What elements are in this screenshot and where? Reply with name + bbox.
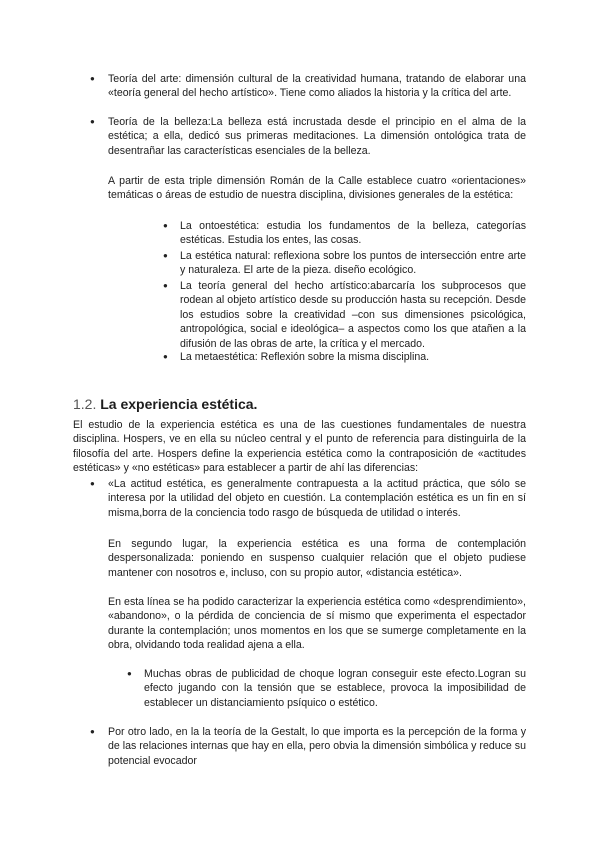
section-bullet-aesthetic-attitude: «La actitud estética, es generalmente contrapuesta a la actitud práctica, que sólo se interesa por la utilidad del objeto en cuestión. La contemplación estética es un fin en sí misma,borra de la conciencia todo rasgo de búsqueda de utilidad o interés. xyxy=(108,478,526,519)
list2-item-ontoestetica: La ontoestética: estudia los fundamentos de la belleza, categorías estéticas. Estudia los entes, las cosas. xyxy=(180,220,526,247)
bullet-icon: ● xyxy=(90,727,95,736)
bullet-icon: ● xyxy=(163,352,168,361)
list2-item-estetica-natural: La estética natural: reflexiona sobre los puntos de intersección entre arte y naturaleza. El arte de la pieza. diseño ecológico. xyxy=(180,250,526,277)
sub-bullet-shock-advertising: Muchas obras de publicidad de choque logran conseguir este efecto.Logran su efecto jugando con la tensión que se establece, provoca la imposibilidad de establecer un distanciamiento psíquico o estético. xyxy=(144,668,526,709)
bullet-icon: ● xyxy=(163,221,168,230)
bullet-icon: ● xyxy=(163,251,168,260)
bullet-icon: ● xyxy=(90,117,95,126)
list1-item-beauty-theory: Teoría de la belleza:La belleza está incrustada desde el principio en el alma de la estética; a ella, dedicó sus primeras meditaciones. La dimensión ontológica trata de desentrañar las características esenciales de la belleza. xyxy=(108,116,526,157)
section-paragraph: El estudio de la experiencia estética es una de las cuestiones fundamentales de nuestra disciplina. Hospers, ve en ella su núcleo central y el punto de referencia para distinguirla de la filosofía del arte. Hospers define la experiencia estética como la contraposición de «actitudes estéticas» y «no estéticas» para establecer a partir de ahí las diferencias: xyxy=(73,419,526,475)
list2-item-metaestetica: La metaestética: Reflexión sobre la misma disciplina. xyxy=(180,351,430,363)
section-number: 1.2. xyxy=(73,396,97,412)
list1-item-art-theory: Teoría del arte: dimensión cultural de la creatividad humana, tratando de elaborar una «teoría general del hecho artístico». Tiene como aliados la historia y la crítica del arte. xyxy=(108,73,526,100)
bullet-icon: ● xyxy=(163,281,168,290)
section-heading xyxy=(73,395,257,413)
bullet-icon: ● xyxy=(90,74,95,83)
section-bullet-paragraph-detachment: En esta línea se ha podido caracterizar la experiencia estética como «desprendimiento», «abandono», o la pérdida de conciencia de sí mismo que experimenta el espectador durante la contemplación; unos momentos en los que se sumerge completamente en la obra, olvidando toda realidad ajena a ella. xyxy=(108,596,526,652)
bullet-icon: ● xyxy=(90,479,95,488)
section-bullet-paragraph-depersonalized: En segundo lugar, la experiencia estética es una forma de contemplación despersonalizada: poniendo en suspenso cualquier relación que el objeto pudiese mantener con nosotros e, incluso, con su propio autor, «distancia estética». xyxy=(108,538,526,579)
bullet-icon: ● xyxy=(127,669,132,678)
section-bullet-gestalt: Por otro lado, en la la teoría de la Gestalt, lo que importa es la percepción de la forma y de las relaciones internas que hay en ella, pero obvia la dimensión simbólica y reduce su potencial evocador xyxy=(108,726,526,767)
intro-paragraph: A partir de esta triple dimensión Román de la Calle establece cuatro «orientaciones» temáticas o áreas de estudio de nuestra disciplina, divisiones generales de la estética: xyxy=(108,175,526,202)
list2-item-teoria-general: La teoría general del hecho artístico:abarcaría los subprocesos que rodean al objeto artístico desde su producción hasta su recepción. Desde los estudios sobre la creatividad –con sus dimensiones psicológica, antropológica, social e ideológica– a aspectos como los que atañen a la difusión de las obras de arte, la crítica y el mercado. xyxy=(180,280,526,350)
section-title: La experiencia estética. xyxy=(100,396,258,412)
